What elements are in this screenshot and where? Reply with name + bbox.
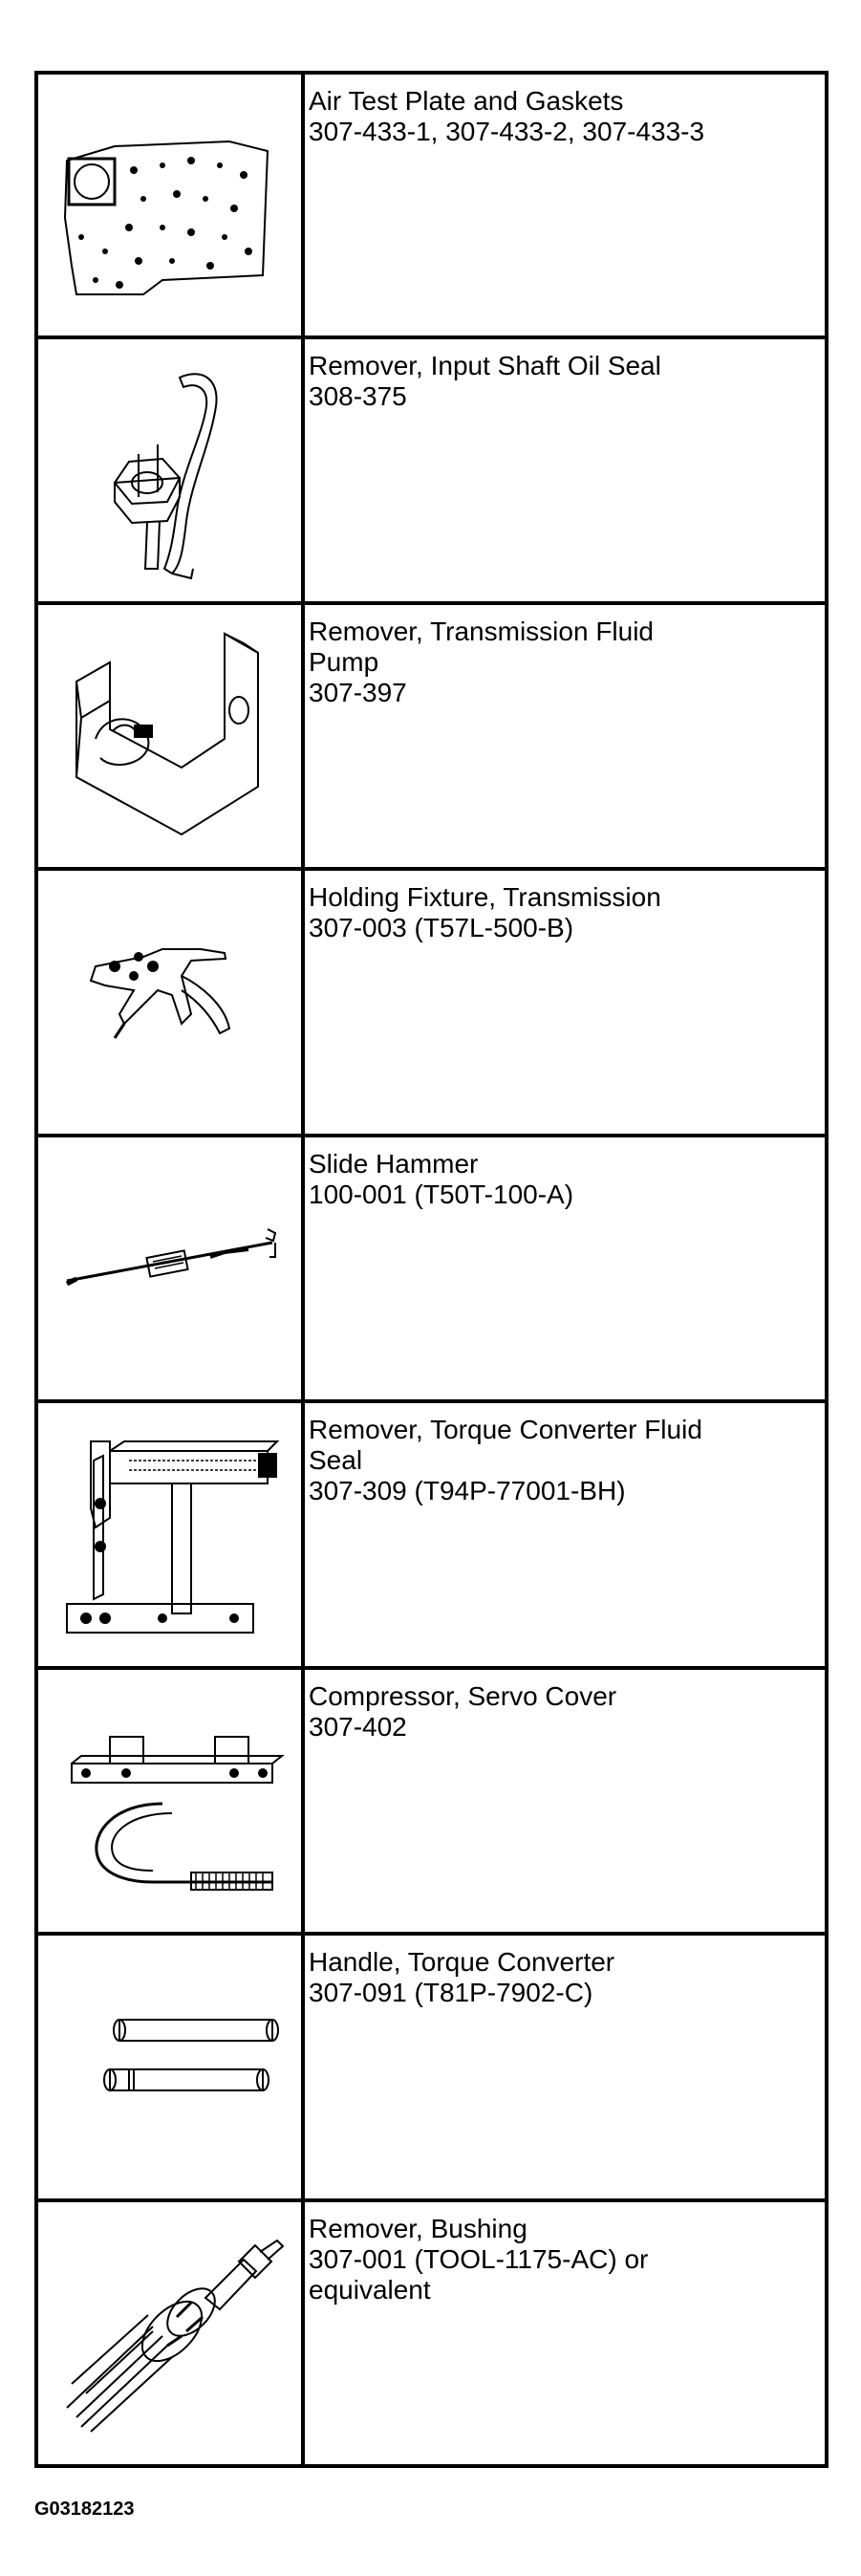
tool-row [38, 1936, 825, 2202]
tool-row [38, 2202, 825, 2464]
tool-number: 308-375 [309, 381, 407, 411]
tool-name-continued: Seal [309, 1445, 363, 1475]
tool-number: 307-001 (TOOL-1175-AC) or [309, 2244, 649, 2274]
torque-converter-seal-remover-icon [38, 1403, 301, 1666]
tool-description [309, 1681, 815, 1743]
slide-hammer-icon [38, 1137, 301, 1399]
tool-description [309, 617, 815, 708]
tool-description [309, 2214, 815, 2305]
tool-row [38, 1137, 825, 1403]
tool-number: 307-433-1, 307-433-2, 307-433-3 [309, 117, 705, 146]
input-shaft-seal-remover-icon [38, 339, 301, 601]
tool-description [309, 1947, 815, 2008]
tool-row [38, 339, 825, 605]
tool-number: 307-091 (T81P-7902-C) [309, 1978, 593, 2007]
tool-description [309, 1149, 815, 1210]
tool-name: Handle, Torque Converter [309, 1947, 615, 1977]
tool-row [38, 1670, 825, 1936]
bushing-remover-icon [38, 2202, 301, 2464]
tool-name: Holding Fixture, Transmission [309, 882, 661, 912]
special-tools-table [34, 71, 829, 2468]
tool-description [309, 1415, 815, 1506]
tool-name: Compressor, Servo Cover [309, 1681, 617, 1711]
tool-row [38, 1403, 825, 1670]
tool-number: 307-402 [309, 1712, 407, 1742]
tool-name: Remover, Input Shaft Oil Seal [309, 351, 661, 380]
tool-name: Remover, Bushing [309, 2214, 527, 2243]
tool-row [38, 605, 825, 871]
tool-name: Air Test Plate and Gaskets [309, 86, 624, 116]
tool-row [38, 871, 825, 1137]
tool-description [309, 86, 815, 147]
tool-name-continued: Pump [309, 647, 379, 677]
tool-number-continued: equivalent [309, 2275, 431, 2305]
fluid-pump-remover-icon [38, 605, 301, 867]
tool-number: 100-001 (T50T-100-A) [309, 1180, 574, 1209]
servo-cover-compressor-icon [38, 1670, 301, 1932]
tool-name: Slide Hammer [309, 1149, 479, 1179]
tool-number: 307-397 [309, 678, 407, 707]
tool-description [309, 882, 815, 943]
tool-description [309, 351, 815, 412]
torque-converter-handle-icon [38, 1936, 301, 2198]
air-test-plate-icon [38, 75, 301, 336]
tool-number: 307-003 (T57L-500-B) [309, 913, 574, 942]
tool-row [38, 75, 825, 339]
tool-name: Remover, Transmission Fluid [309, 617, 655, 646]
holding-fixture-icon [38, 871, 301, 1134]
tool-number: 307-309 (T94P-77001-BH) [309, 1476, 626, 1505]
tool-name: Remover, Torque Converter Fluid [309, 1415, 702, 1444]
figure-id: G03182123 [34, 2499, 135, 2520]
